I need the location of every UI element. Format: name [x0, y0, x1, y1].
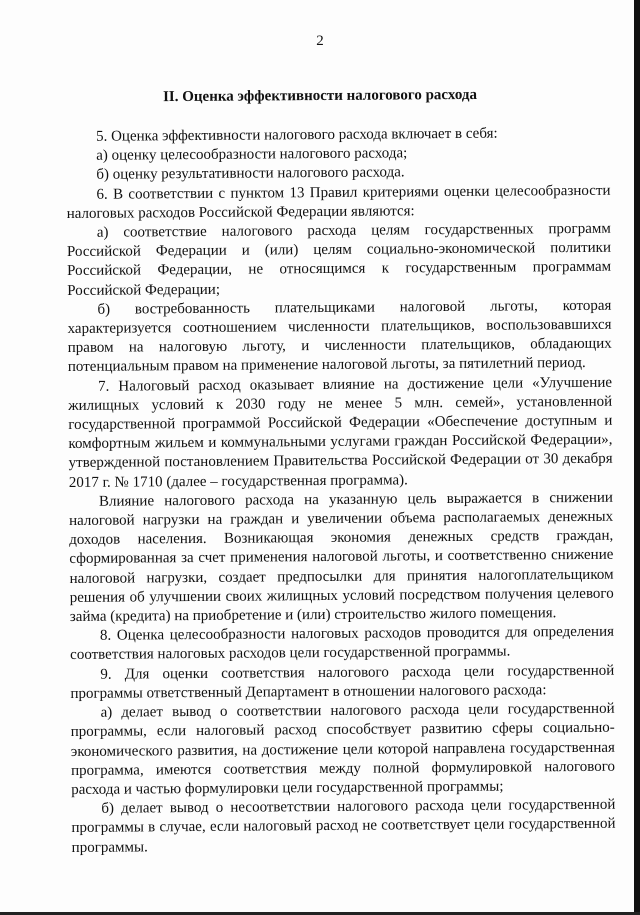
- paragraph-9a: а) делает вывод о соответствии налогового расхода цели государственной программы, если налоговый расход способствует развитию сферы социально-экономического развития, на достижение цели которой направлена государственная программа, имеются соответствия между полной формулировкой налогового расхода и частью формулировки цели государственной программы;: [70, 700, 616, 798]
- scan-edge-right: [634, 0, 640, 915]
- paragraph-5a: а) оценку целесообразности налогового расхода;: [96, 145, 408, 164]
- paragraph-6a: а) соответствие налогового расхода целям государственных программ Российской Федерации и (или) целям социально-экономической политики Российской Федерации, не относящимся к государственным программам Российской Федерации;: [66, 220, 612, 299]
- paragraph-6b: б) востребованность плательщиками налоговой льготы, которая характеризуется соотношением численности плательщиков, воспользовавшихся правом на налоговую льготу, и численности плательщиков, обладающих потенциальным правом на применение налоговой льготы, за пятилетний период.: [67, 297, 612, 376]
- paragraph-5: 5. Оценка эффективности налогового расхода включает в себя:: [96, 125, 498, 145]
- paragraph-5b: б) оценку результативности налогового расхода.: [96, 164, 405, 184]
- paragraph-9: 9. Для оценки соответствия налогового расхода цели государственной программы ответственный Департамент в отношении налогового расхода:: [70, 662, 615, 702]
- section-title: II. Оценка эффективности налогового расхода: [162, 86, 478, 106]
- paragraph-8: 8. Оценка целесообразности налоговых расходов проводится для определения соответствия налоговых расходов цели государственной программы.: [70, 623, 615, 664]
- paragraph-6: 6. В соответствии с пунктом 13 Правил критериями оценки целесообразности налоговых расходов Российской Федерации являются:: [66, 182, 611, 222]
- document-body: [66, 124, 616, 858]
- paragraph-7-continued: Влияние налогового расхода на указанную цель выражается в снижении налоговой нагрузки на граждан и увеличении объема располагаемых денежных доходов населения. Возникающая экономия денежных средств граждан, сформированная за счет применения налоговой льготы, и соответственно снижение налоговой нагрузки, создает предпосылки для принятия налогоплательщиком решения об улучшении своих жилищных условий посредством получения целевого займа (кредита) на приобретение и (или) строительство жилого помещения.: [69, 489, 614, 626]
- paragraph-9b: б) делает вывод о несоответствии налогового расхода цели государственной программы в случае, если налоговый расход не соответствует цели государственной программы.: [71, 796, 616, 856]
- page-number: 2: [316, 33, 324, 49]
- paragraph-7: 7. Налоговый расход оказывает влияние на достижение цели «Улучшение жилищных условий к 2030 году не менее 5 млн. семей», установленной государственной программой Российской Федерации «Обеспечение доступным и комфортным жильем и коммунальными услугами граждан Российской Федерации», утвержденной постановлением Правительства Российской Федерации от 30 декабря 2017 г. № 1710 (далее – государственная программа).: [68, 374, 613, 491]
